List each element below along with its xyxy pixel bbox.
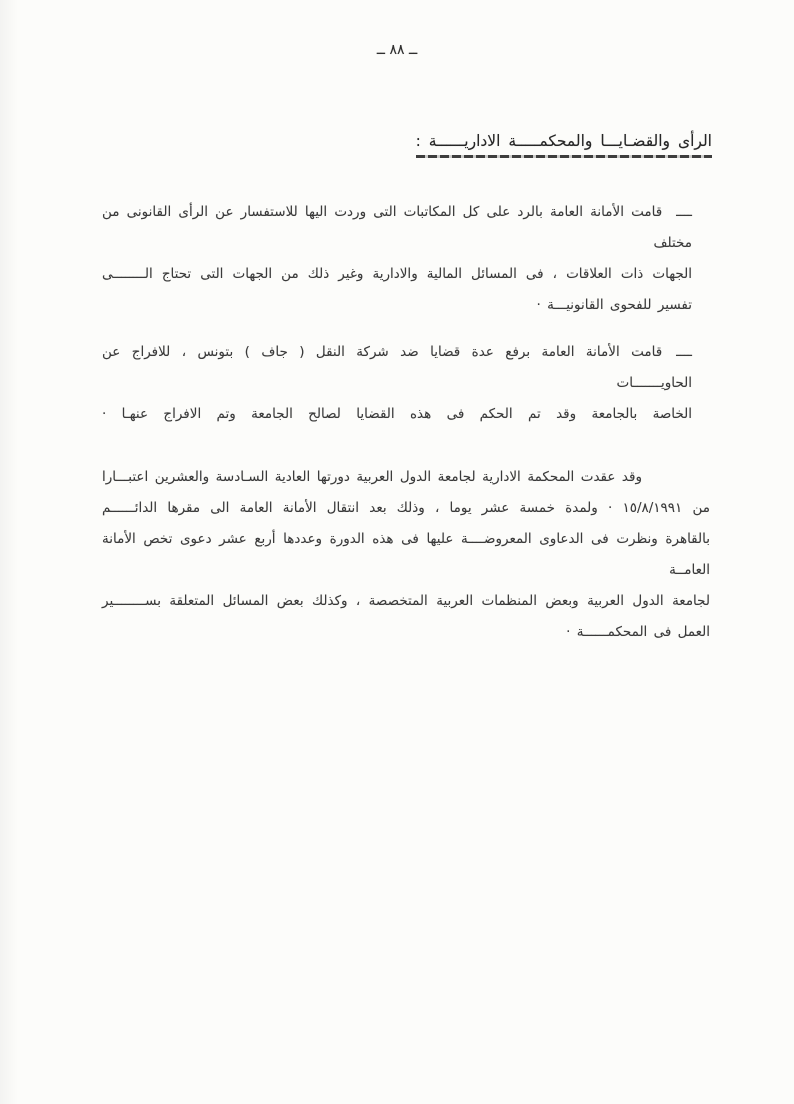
document-body [102,197,710,648]
section-heading-block [416,132,712,158]
paragraph-line: العمل فى المحكمــــــة · [566,624,710,640]
paragraph-line: من ١٥/٨/١٩٩١ · ولمدة خمسة عشر يوما ، وذلك بعد انتقال الأمانة العامة الى مقرها الدائــــــم [102,500,710,516]
bullet-line-text: قامت الأمانة العامة برفع عدة قضايا ضد شركة النقل ( جاف ) بتونس ، للافراج عن الحاويـــــــات [102,344,692,391]
page-number: ــ ٨٨ ــ [376,42,418,58]
bullet-line: تفسير للفحوى القانونيـــة · [536,297,692,313]
bullet-line [102,197,692,259]
list-item [102,337,692,430]
bullet-dash-marker: ــــ [676,344,692,360]
list-item [102,197,692,321]
bullet-line: الجهات ذات العلاقات ، فى المسائل المالية والادارية وغير ذلك من الجهات التى تحتاج الــــــــى [102,266,692,282]
paragraph-line: لجامعة الدول العربية وبعض المنظمات العربية المتخصصة ، وكذلك بعض المسائل المتعلقة بســــــــير [102,593,710,609]
bullet-line-text: قامت الأمانة العامة بالرد على كل المكاتبات التى وردت اليها للاستفسار عن الرأى القانونى من مختلف [102,204,692,251]
bullet-line [102,337,692,399]
paragraph-line: وقد عقدت المحكمة الادارية لجامعة الدول العربية دورتها العادية السـادسة والعشرين اعتبـــارا [102,469,642,485]
bullet-line: الخاصة بالجامعة وقد تم الحكم فى هذه القضايا لصالح الجامعة وتم الافراج عنهـا · [102,406,692,422]
section-heading: الرأى والقضـايـــا والمحكمـــــة الاداريــــــة : [415,132,712,150]
paragraph [102,462,710,648]
paragraph-line: بالقاهرة ونظرت فى الدعاوى المعروضــــة عليها فى هذه الدورة وعددها أربع عشر دعوى تخص الأمانة العامــة [102,531,710,578]
bullet-dash-marker: ــــ [676,204,692,220]
heading-underline [416,155,712,158]
